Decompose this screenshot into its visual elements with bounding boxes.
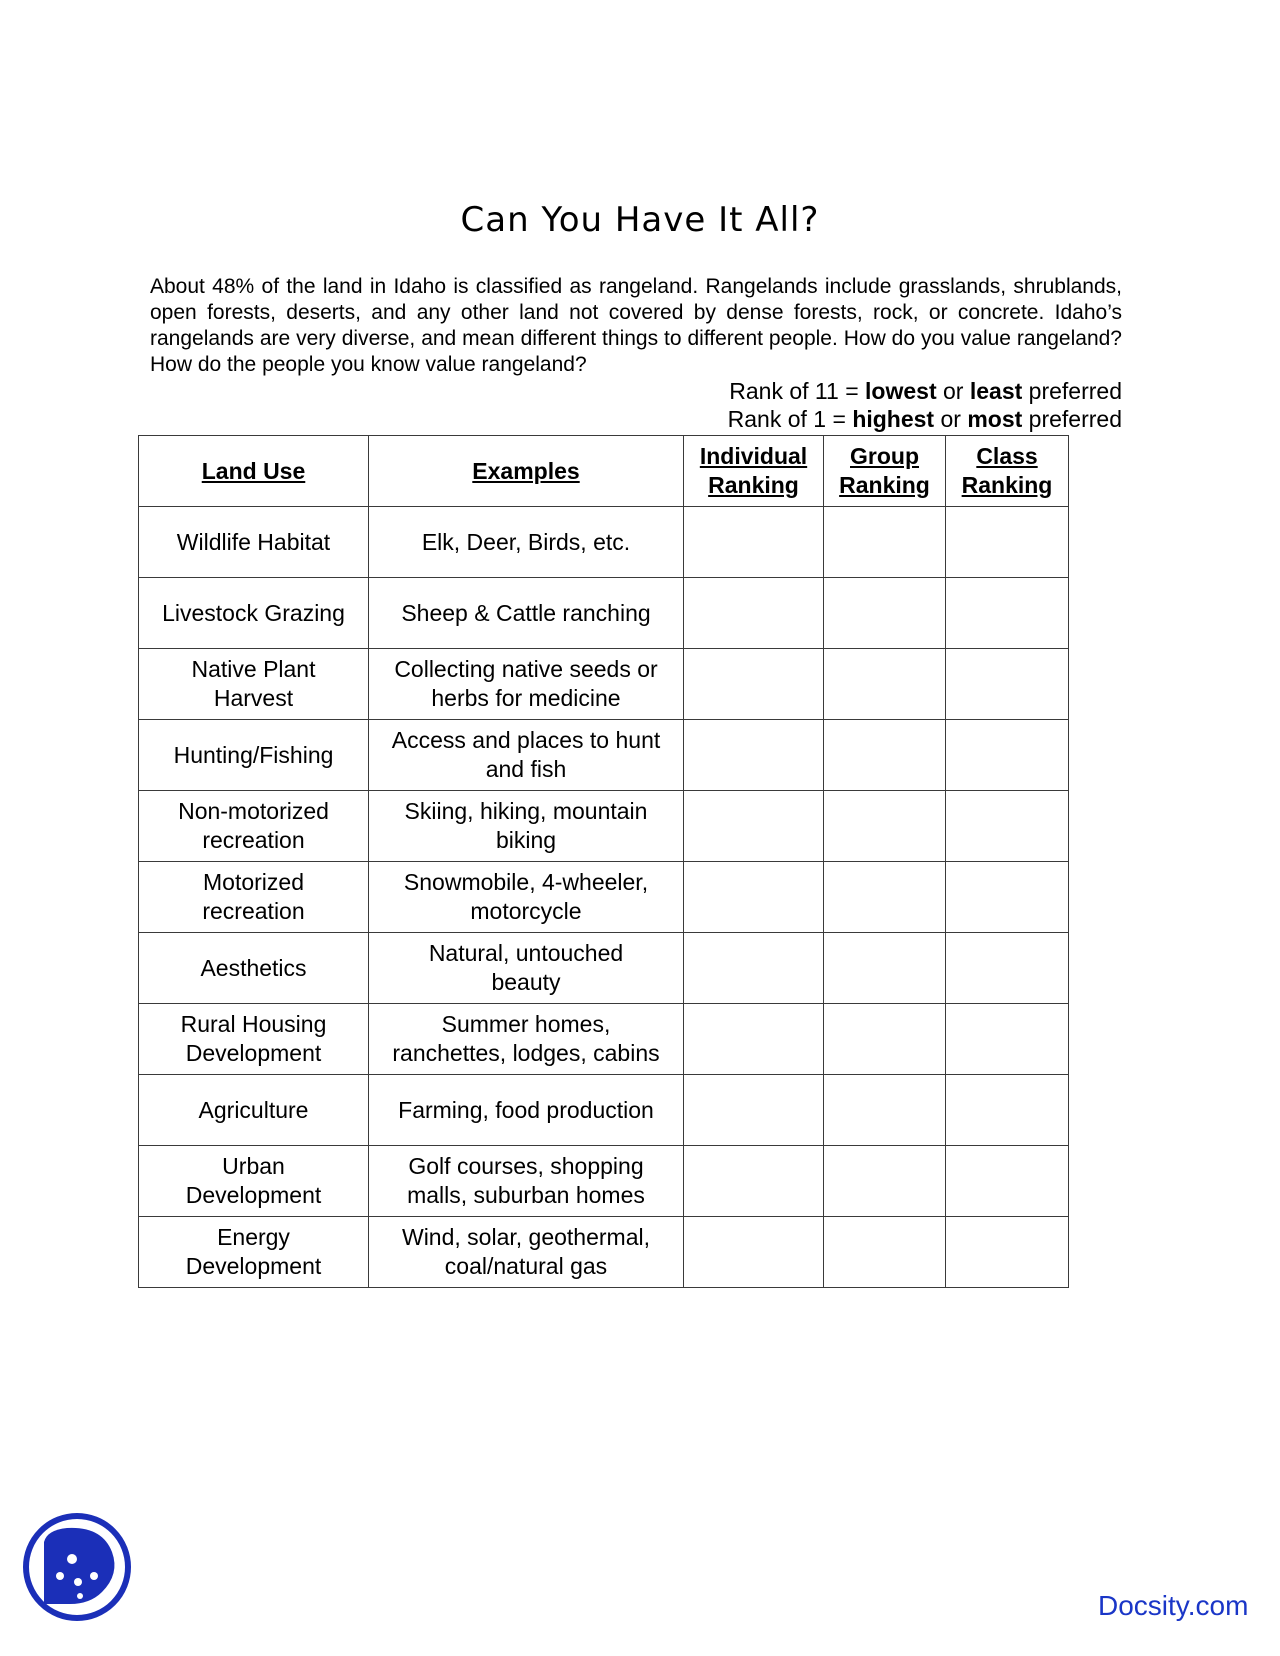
header-land-use: Land Use bbox=[139, 436, 369, 507]
table-row bbox=[139, 720, 1069, 791]
class-ranking-cell[interactable] bbox=[946, 1146, 1069, 1217]
group-ranking-cell[interactable] bbox=[824, 720, 946, 791]
individual-ranking-cell[interactable] bbox=[684, 791, 824, 862]
group-ranking-cell[interactable] bbox=[824, 1217, 946, 1288]
land-use-cell: Native Plant Harvest bbox=[139, 649, 369, 720]
group-ranking-cell[interactable] bbox=[824, 1004, 946, 1075]
individual-ranking-cell[interactable] bbox=[684, 862, 824, 933]
group-ranking-cell[interactable] bbox=[824, 862, 946, 933]
land-use-cell: Aesthetics bbox=[139, 933, 369, 1004]
table-row bbox=[139, 1004, 1069, 1075]
group-ranking-cell[interactable] bbox=[824, 933, 946, 1004]
examples-cell: Sheep & Cattle ranching bbox=[369, 578, 684, 649]
group-ranking-cell[interactable] bbox=[824, 1146, 946, 1217]
ranking-table bbox=[138, 435, 1069, 1288]
group-ranking-cell[interactable] bbox=[824, 649, 946, 720]
docsity-brand-link[interactable]: Docsity.com bbox=[1098, 1590, 1249, 1621]
examples-cell: Snowmobile, 4-wheeler, motorcycle bbox=[369, 862, 684, 933]
individual-ranking-cell[interactable] bbox=[684, 1146, 824, 1217]
table-row bbox=[139, 1217, 1069, 1288]
table-row bbox=[139, 933, 1069, 1004]
class-ranking-cell[interactable] bbox=[946, 1075, 1069, 1146]
examples-cell: Summer homes, ranchettes, lodges, cabins bbox=[369, 1004, 684, 1075]
class-ranking-cell[interactable] bbox=[946, 862, 1069, 933]
table-row bbox=[139, 578, 1069, 649]
class-ranking-cell[interactable] bbox=[946, 1004, 1069, 1075]
class-ranking-cell[interactable] bbox=[946, 649, 1069, 720]
header-class-ranking: Class Ranking bbox=[946, 436, 1069, 507]
table-row bbox=[139, 1146, 1069, 1217]
page-title: Can You Have It All? bbox=[460, 200, 820, 240]
group-ranking-cell[interactable] bbox=[824, 507, 946, 578]
individual-ranking-cell[interactable] bbox=[684, 933, 824, 1004]
group-ranking-cell[interactable] bbox=[824, 1075, 946, 1146]
examples-cell: Farming, food production bbox=[369, 1075, 684, 1146]
land-use-cell: Non-motorized recreation bbox=[139, 791, 369, 862]
header-group-ranking: Group Ranking bbox=[824, 436, 946, 507]
land-use-cell: Livestock Grazing bbox=[139, 578, 369, 649]
individual-ranking-cell[interactable] bbox=[684, 1004, 824, 1075]
rank-note-lowest: Rank of 11 = lowest or least preferred bbox=[729, 378, 1122, 404]
examples-cell: Wind, solar, geothermal, coal/natural gas bbox=[369, 1217, 684, 1288]
group-ranking-cell[interactable] bbox=[824, 578, 946, 649]
individual-ranking-cell[interactable] bbox=[684, 1217, 824, 1288]
examples-cell: Access and places to hunt and fish bbox=[369, 720, 684, 791]
table-row bbox=[139, 791, 1069, 862]
individual-ranking-cell[interactable] bbox=[684, 720, 824, 791]
group-ranking-cell[interactable] bbox=[824, 791, 946, 862]
land-use-cell: Rural Housing Development bbox=[139, 1004, 369, 1075]
rank-note-highest: Rank of 1 = highest or most preferred bbox=[727, 406, 1122, 432]
examples-cell: Skiing, hiking, mountain biking bbox=[369, 791, 684, 862]
header-individual-ranking: Individual Ranking bbox=[684, 436, 824, 507]
header-examples: Examples bbox=[369, 436, 684, 507]
class-ranking-cell[interactable] bbox=[946, 720, 1069, 791]
class-ranking-cell[interactable] bbox=[946, 578, 1069, 649]
class-ranking-cell[interactable] bbox=[946, 933, 1069, 1004]
examples-cell: Elk, Deer, Birds, etc. bbox=[369, 507, 684, 578]
table-header-row bbox=[139, 436, 1069, 507]
examples-cell: Natural, untouched beauty bbox=[369, 933, 684, 1004]
table-row bbox=[139, 507, 1069, 578]
table-row bbox=[139, 649, 1069, 720]
table-body bbox=[139, 507, 1069, 1288]
land-use-cell: Urban Development bbox=[139, 1146, 369, 1217]
individual-ranking-cell[interactable] bbox=[684, 507, 824, 578]
land-use-cell: Motorized recreation bbox=[139, 862, 369, 933]
examples-cell: Golf courses, shopping malls, suburban homes bbox=[369, 1146, 684, 1217]
examples-cell: Collecting native seeds or herbs for medicine bbox=[369, 649, 684, 720]
land-use-cell: Energy Development bbox=[139, 1217, 369, 1288]
table-row bbox=[139, 1075, 1069, 1146]
land-use-cell: Wildlife Habitat bbox=[139, 507, 369, 578]
land-use-cell: Agriculture bbox=[139, 1075, 369, 1146]
land-use-cell: Hunting/Fishing bbox=[139, 720, 369, 791]
individual-ranking-cell[interactable] bbox=[684, 1075, 824, 1146]
intro-paragraph: About 48% of the land in Idaho is classified as rangeland. Rangelands include grasslands, shrublands, open forests, deserts, and any other land not covered by dense forests, rock, or concrete. Idaho’s rangelands are very diverse, and mean different things to different people. How do you value rangeland? How do the people you know value rangeland? bbox=[150, 275, 1122, 376]
class-ranking-cell[interactable] bbox=[946, 791, 1069, 862]
class-ranking-cell[interactable] bbox=[946, 507, 1069, 578]
docsity-logo-icon bbox=[22, 1512, 132, 1622]
table-row bbox=[139, 862, 1069, 933]
class-ranking-cell[interactable] bbox=[946, 1217, 1069, 1288]
individual-ranking-cell[interactable] bbox=[684, 649, 824, 720]
individual-ranking-cell[interactable] bbox=[684, 578, 824, 649]
